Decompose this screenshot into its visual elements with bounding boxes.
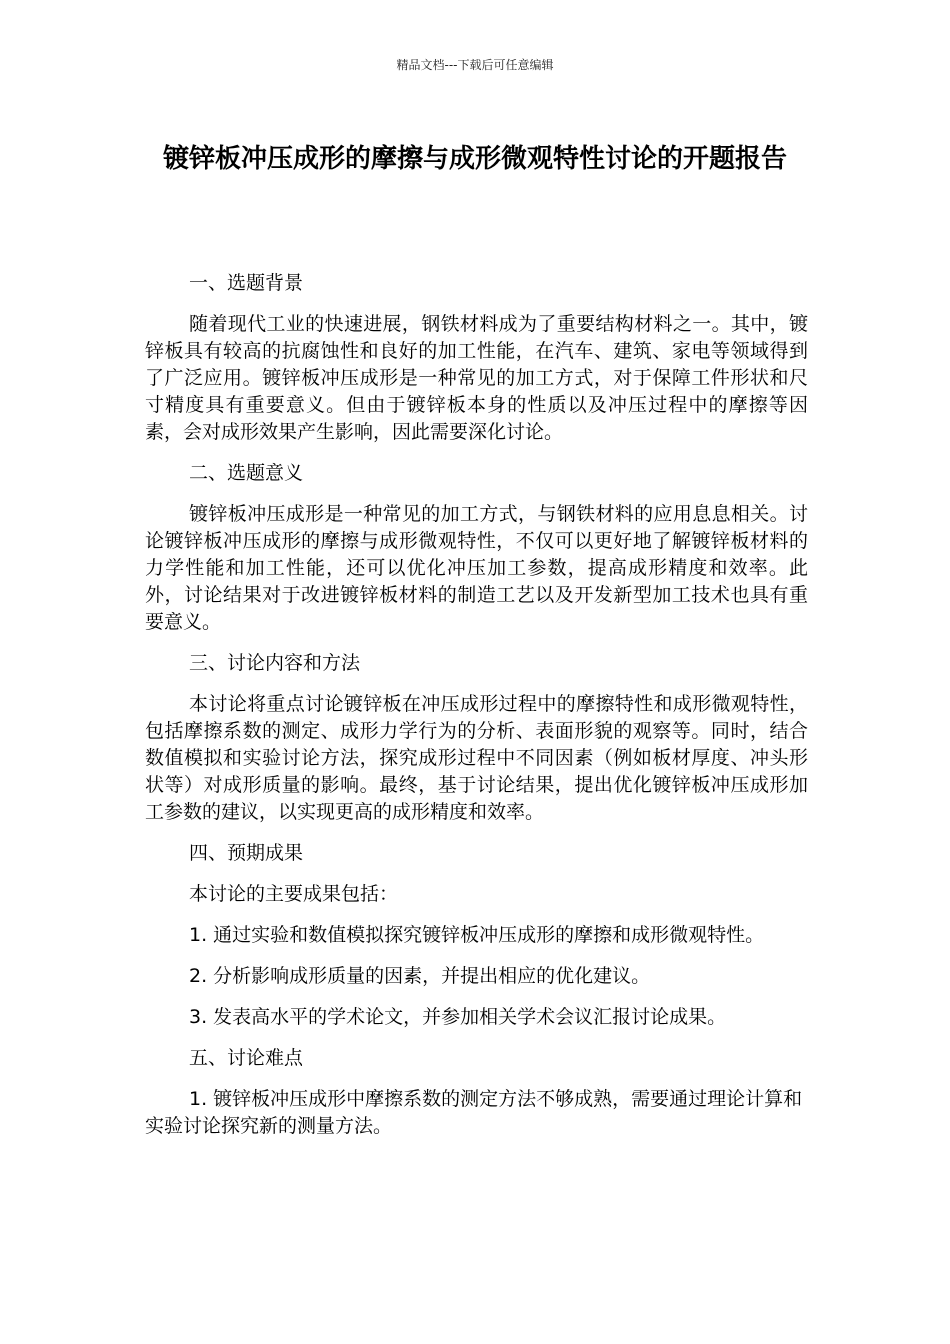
paragraph-background: 随着现代工业的快速进展，钢铁材料成为了重要结构材料之一。其中，镀锌板具有较高的抗腐蚀性和良好的加工性能，在汽车、建筑、家电等领域得到了广泛应用。镀锌板冲压成形是一种常见的加工方式，对于保障工件形状和尺寸精度具有重要意义。但由于镀锌板本身的性质以及冲压过程中的摩擦等因素，会对成形效果产生影响，因此需要深化讨论。 [145,313,808,443]
paragraph-significance: 镀锌板冲压成形是一种常见的加工方式，与钢铁材料的应用息息相关。讨论镀锌板冲压成形的摩擦与成形微观特性，不仅可以更好地了解镀锌板材料的力学性能和加工性能，还可以优化冲压加工参数，提高成形精度和效率。此外，讨论结果对于改进镀锌板材料的制造工艺以及开发新型加工技术也具有重要意义。 [145,503,808,633]
document-body [145,270,808,1154]
expected-result-item: 1. 通过实验和数值模拟探究镀锌板冲压成形的摩擦和成形微观特性。 [189,924,765,946]
section-heading-expected-results: 四、预期成果 [189,842,304,864]
expected-result-item: 3. 发表高水平的学术论文，并参加相关学术会议汇报讨论成果。 [189,1006,727,1028]
document-title: 镀锌板冲压成形的摩擦与成形微观特性讨论的开题报告 [162,144,787,174]
expected-result-item: 2. 分析影响成形质量的因素，并提出相应的优化建议。 [189,965,651,987]
section-heading-content-methods: 三、讨论内容和方法 [189,652,361,674]
header-note: 精品文档---下载后可任意编辑 [396,58,554,72]
expected-results-intro: 本讨论的主要成果包括： [189,883,399,905]
section-heading-difficulties: 五、讨论难点 [189,1047,304,1069]
section-heading-significance: 二、选题意义 [189,462,304,484]
difficulty-item: 1. 镀锌板冲压成形中摩擦系数的测定方法不够成熟，需要通过理论计算和实验讨论探究新的测量方法。 [145,1088,803,1137]
paragraph-content-methods: 本讨论将重点讨论镀锌板在冲压成形过程中的摩擦特性和成形微观特性，包括摩擦系数的测定、成形力学行为的分析、表面形貌的观察等。同时，结合数值模拟和实验讨论方法，探究成形过程中不同因素（例如板材厚度、冲头形状等）对成形质量的影响。最终，基于讨论结果，提出优化镀锌板冲压成形加工参数的建议，以实现更高的成形精度和效率。 [145,693,808,823]
section-heading-background: 一、选题背景 [189,272,304,294]
